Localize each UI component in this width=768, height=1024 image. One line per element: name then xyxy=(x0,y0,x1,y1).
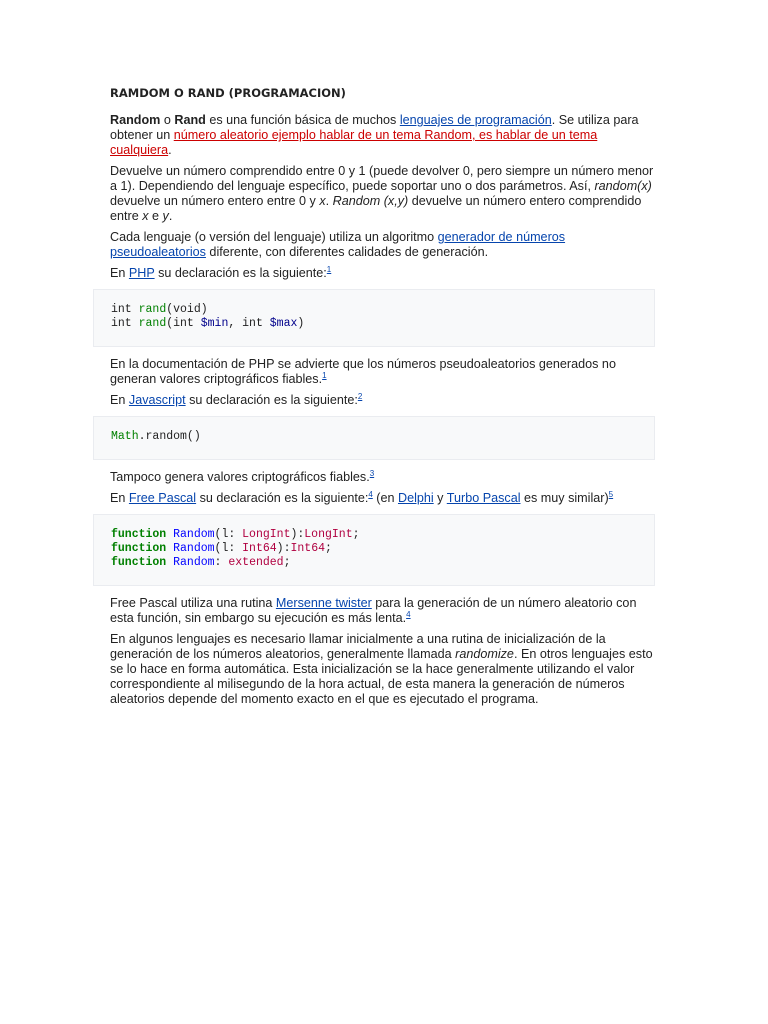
code-token: Random xyxy=(173,542,215,555)
text: es una función básica de muchos xyxy=(205,113,400,127)
code-token: LongInt xyxy=(242,528,291,541)
code-token: ): xyxy=(276,542,291,555)
footnote-ref[interactable]: 4 xyxy=(368,489,373,499)
text: para la generación de un número aleatorio con esta función, sin embargo su ejecución es más lenta. xyxy=(110,596,637,625)
text: . Se utiliza para obtener un xyxy=(110,113,639,142)
link-turbo-pascal[interactable]: Turbo Pascal xyxy=(446,491,521,505)
code-token: : xyxy=(214,556,229,569)
code-token: Math xyxy=(111,430,139,443)
code-token: int xyxy=(111,317,139,330)
text: . xyxy=(168,143,172,157)
link-generador-pseudoaleatorios[interactable]: generador de números pseudoaleatorios xyxy=(110,230,566,259)
italic-term: random(x) xyxy=(594,179,652,193)
code-token: .random() xyxy=(138,430,201,443)
italic-term: x xyxy=(142,209,149,223)
code-token: ; xyxy=(352,528,360,541)
paragraph-devuelve xyxy=(110,164,655,224)
text: (en xyxy=(372,491,398,505)
code-token: extended xyxy=(228,556,284,569)
code-block-php xyxy=(93,289,655,347)
footnote-ref[interactable]: 4 xyxy=(406,609,411,619)
paragraph-mersenne xyxy=(110,596,655,626)
text: su declaración es la siguiente: xyxy=(196,491,369,505)
code-token: rand xyxy=(138,317,167,330)
code-token: (l: xyxy=(214,542,243,555)
footnote-ref[interactable]: 3 xyxy=(369,468,375,478)
code-token: function xyxy=(111,556,167,569)
paragraph-algoritmo xyxy=(110,230,655,260)
text: . En otros lenguajes esto se lo hace en forma automática. Esta inicialización se la hace generalmente utilizando el valor correspondiente al milisegundo de la hora actual, de esta manera la generación de números aleatorios depende del momento exacto en el que es ejecutado el programa. xyxy=(110,647,653,706)
text: o xyxy=(160,113,175,127)
text: es muy similar) xyxy=(520,491,609,505)
code-block-javascript xyxy=(93,416,655,460)
text: En xyxy=(110,491,129,505)
text: su declaración es la siguiente: xyxy=(154,266,327,280)
paragraph-php-doc xyxy=(110,357,655,387)
footnote-ref[interactable]: 1 xyxy=(326,264,332,274)
italic-term: Random (x,y) xyxy=(332,194,409,208)
code-token: ): xyxy=(290,528,305,541)
code-token: int xyxy=(111,303,139,316)
code-token: (void) xyxy=(166,303,208,316)
text: Devuelve un número comprendido entre 0 y 1 (puede devolver 0, pero siempre un número menor a 1). Dependiendo del lenguaje específico, puede soportar uno o dos parámetros. Así, xyxy=(110,164,654,193)
paragraph-php xyxy=(110,266,655,281)
paragraph-javascript xyxy=(110,393,655,408)
code-token: ; xyxy=(283,556,291,569)
text: su declaración es la siguiente: xyxy=(185,393,358,407)
footnote-ref[interactable]: 1 xyxy=(322,370,327,380)
link-delphi[interactable]: Delphi xyxy=(397,491,434,505)
term-random: Random xyxy=(110,113,161,127)
footnote-ref[interactable]: 2 xyxy=(357,391,363,401)
link-javascript[interactable]: Javascript xyxy=(128,393,186,407)
text: devuelve un número entero comprendido entre xyxy=(110,194,642,223)
text: diferente, con diferentes calidades de generación. xyxy=(205,245,489,259)
paragraph-free-pascal xyxy=(110,491,655,506)
paragraph-tampoco xyxy=(110,470,655,485)
code-token: Random xyxy=(173,528,215,541)
code-token: LongInt xyxy=(304,528,353,541)
text: . xyxy=(168,209,173,223)
text: Free Pascal utiliza una rutina xyxy=(110,596,276,610)
link-mersenne-twister[interactable]: Mersenne twister xyxy=(275,596,372,610)
code-token: (int xyxy=(166,317,201,330)
code-token: ) xyxy=(297,317,305,330)
code-token: (l: xyxy=(214,528,243,541)
italic-term: y xyxy=(162,209,169,223)
document-body xyxy=(110,86,655,713)
page-title: RAMDOM O RAND (PROGRAMACION) xyxy=(110,86,346,100)
code-token: Int64 xyxy=(290,542,325,555)
text: En algunos lenguajes es necesario llamar inicialmente a una rutina de inicialización de la generación de los números aleatorios, generalmente llamada xyxy=(110,632,606,661)
link-lenguajes-programacion[interactable]: lenguajes de programación xyxy=(399,113,552,127)
code-token: Random xyxy=(173,556,215,569)
code-token: function xyxy=(111,528,167,541)
text: Tampoco genera valores criptográficos fiables. xyxy=(110,470,370,484)
italic-term: randomize xyxy=(455,647,514,661)
link-php[interactable]: PHP xyxy=(128,266,155,280)
code-block-pascal xyxy=(93,514,655,586)
code-token: Int64 xyxy=(242,542,277,555)
text: En la documentación de PHP se advierte que los números pseudoaleatorios generados no generan valores criptográficos fiables. xyxy=(110,357,616,386)
text: e xyxy=(148,209,163,223)
paragraph-intro xyxy=(110,113,655,158)
italic-term: x xyxy=(319,194,326,208)
code-token: $max xyxy=(269,317,298,330)
paragraph-inicializacion xyxy=(110,632,655,707)
text: y xyxy=(433,491,447,505)
term-rand: Rand xyxy=(174,113,206,127)
text: En xyxy=(110,393,129,407)
text: En xyxy=(110,266,129,280)
code-token: $min xyxy=(200,317,229,330)
text: Cada lenguaje (o versión del lenguaje) utiliza un algoritmo xyxy=(110,230,438,244)
link-free-pascal[interactable]: Free Pascal xyxy=(128,491,197,505)
code-token: ; xyxy=(325,542,332,555)
code-token: rand xyxy=(138,303,167,316)
code-token: function xyxy=(111,542,167,555)
footnote-ref[interactable]: 5 xyxy=(608,489,614,499)
code-token: , int xyxy=(228,317,270,330)
text: . xyxy=(325,194,333,208)
link-numero-aleatorio[interactable]: número aleatorio ejemplo hablar de un tema Random, es hablar de un tema cualquiera xyxy=(110,128,598,157)
text: devuelve un número entero entre 0 y xyxy=(110,194,320,208)
